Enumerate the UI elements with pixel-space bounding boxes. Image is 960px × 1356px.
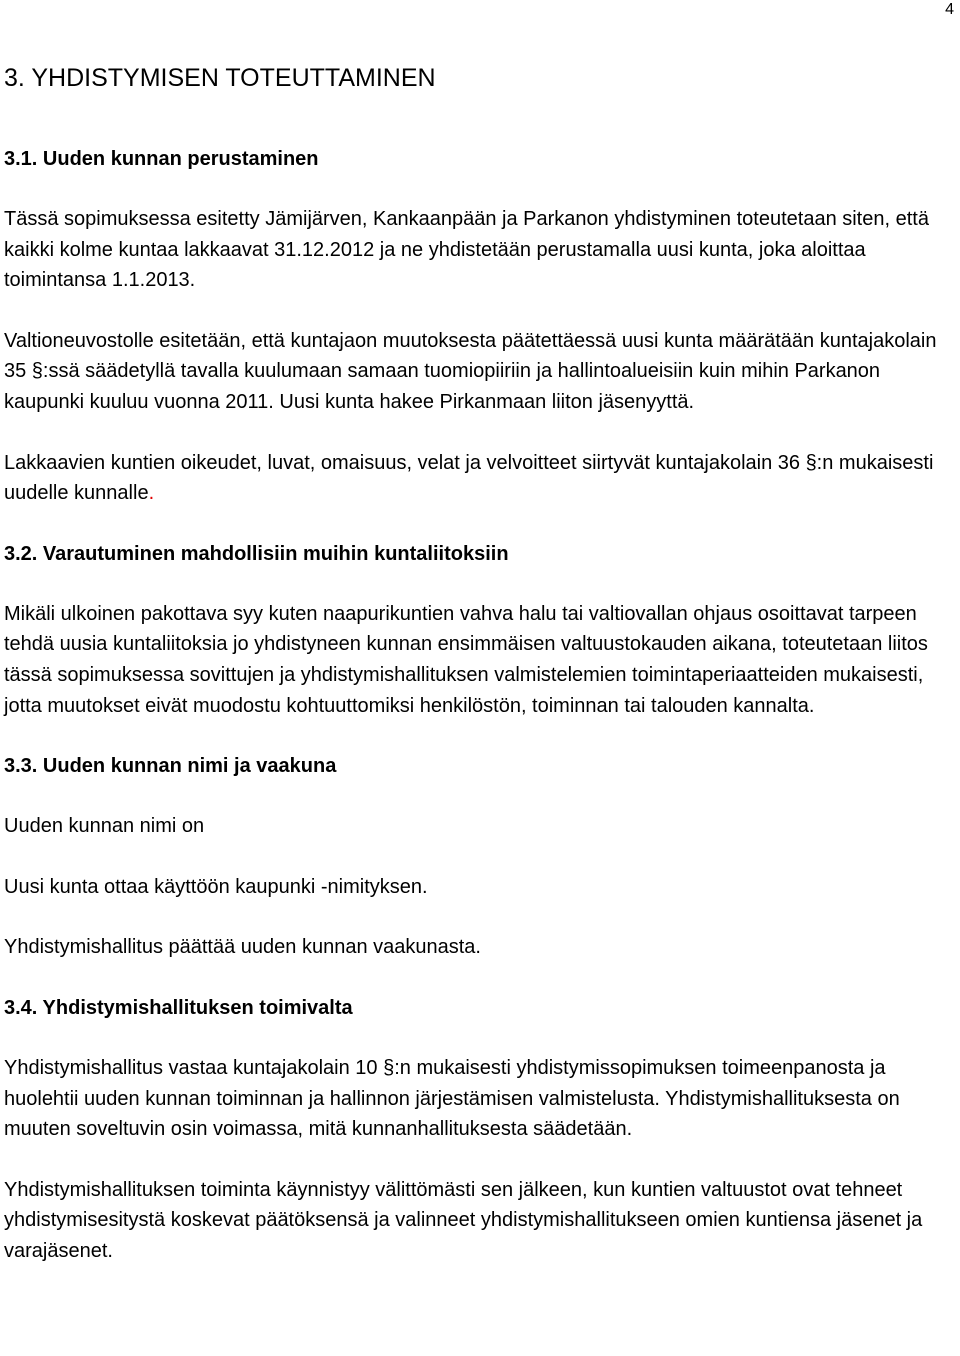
paragraph: Yhdistymishallitus päättää uuden kunnan vaakunasta. (4, 936, 481, 959)
paragraph: Uusi kunta ottaa käyttöön kaupunki -nimityksen. (4, 875, 428, 898)
section-3-2 (4, 539, 952, 721)
section-3-3 (4, 751, 952, 963)
paragraph: Tässä sopimuksessa esitetty Jämijärven, Kankaanpään ja Parkanon yhdistyminen toteutetaan siten, että kaikki kolme kuntaa lakkaavat 31.12.2012 ja ne yhdistetään perustamalla uusi kunta, joka aloittaa toimintansa 1.1.2013. (4, 208, 929, 292)
accent-period: . (148, 482, 155, 505)
page-number: 4 (945, 1, 954, 18)
paragraph: Valtioneuvostolle esitetään, että kuntajaon muutoksesta päätettäessä uusi kunta määrätään kuntajakolain 35 §:ssä säädetyllä tavalla kuulumaan samaan tuomiopiiriin ja hallintoalueisiin kuin mihin Parkanon kaupunki kuuluu vuonna 2011. Uusi kunta hakee Pirkanmaan liiton jäsenyyttä. (4, 329, 937, 413)
paragraph: Yhdistymishallitus vastaa kuntajakolain 10 §:n mukaisesti yhdistymissopimuksen toimeenpanosta ja huolehtii uuden kunnan toiminnan ja hallinnon järjestämisen valmistelusta. Yhdistymishallituksesta on muuten soveltuvin osin voimassa, mitä kunnanhallituksesta säädetään. (4, 1056, 900, 1141)
section-heading: 3.1. Uuden kunnan perustaminen (4, 148, 319, 170)
paragraph: Yhdistymishallituksen toiminta käynnistyy välittömästi sen jälkeen, kun kuntien valtuustot ovat tehneet yhdistymisesitystä koskevat päätöksensä ja valinneet yhdistymishallitukseen omien kuntiensa jäsenet ja varajäsenet. (4, 1178, 923, 1262)
document-body (4, 58, 952, 1296)
section-3-4 (4, 993, 952, 1267)
section-heading: 3.2. Varautuminen mahdollisiin muihin kuntaliitoksiin (4, 542, 509, 565)
document-title: 3. YHDISTYMISEN TOTEUTTAMINEN (4, 64, 436, 92)
section-3-1 (4, 144, 952, 509)
paragraph (4, 448, 952, 509)
paragraph-text: Lakkaavien kuntien oikeudet, luvat, omaisuus, velat ja velvoitteet siirtyvät kuntajakolain 36 §:n mukaisesti uudelle kunnalle (4, 451, 934, 505)
paragraph: Mikäli ulkoinen pakottava syy kuten naapurikuntien vahva halu tai valtiovallan ohjaus osoittavat tarpeen tehdä uusia kuntaliitoksia jo yhdistyneen kunnan ensimmäisen valtuustokauden aikana, toteutetaan liitos tässä sopimuksessa sovittujen ja yhdistymishallituksen valmistelemien toimintaperiaatteiden mukaisesti, jotta muutokset eivät muodostu kohtuuttomiksi henkilöstön, toiminnan tai talouden kannalta. (4, 602, 928, 717)
section-heading: 3.4. Yhdistymishallituksen toimivalta (4, 996, 353, 1019)
section-heading: 3.3. Uuden kunnan nimi ja vaakuna (4, 755, 337, 778)
paragraph: Uuden kunnan nimi on (4, 815, 205, 838)
